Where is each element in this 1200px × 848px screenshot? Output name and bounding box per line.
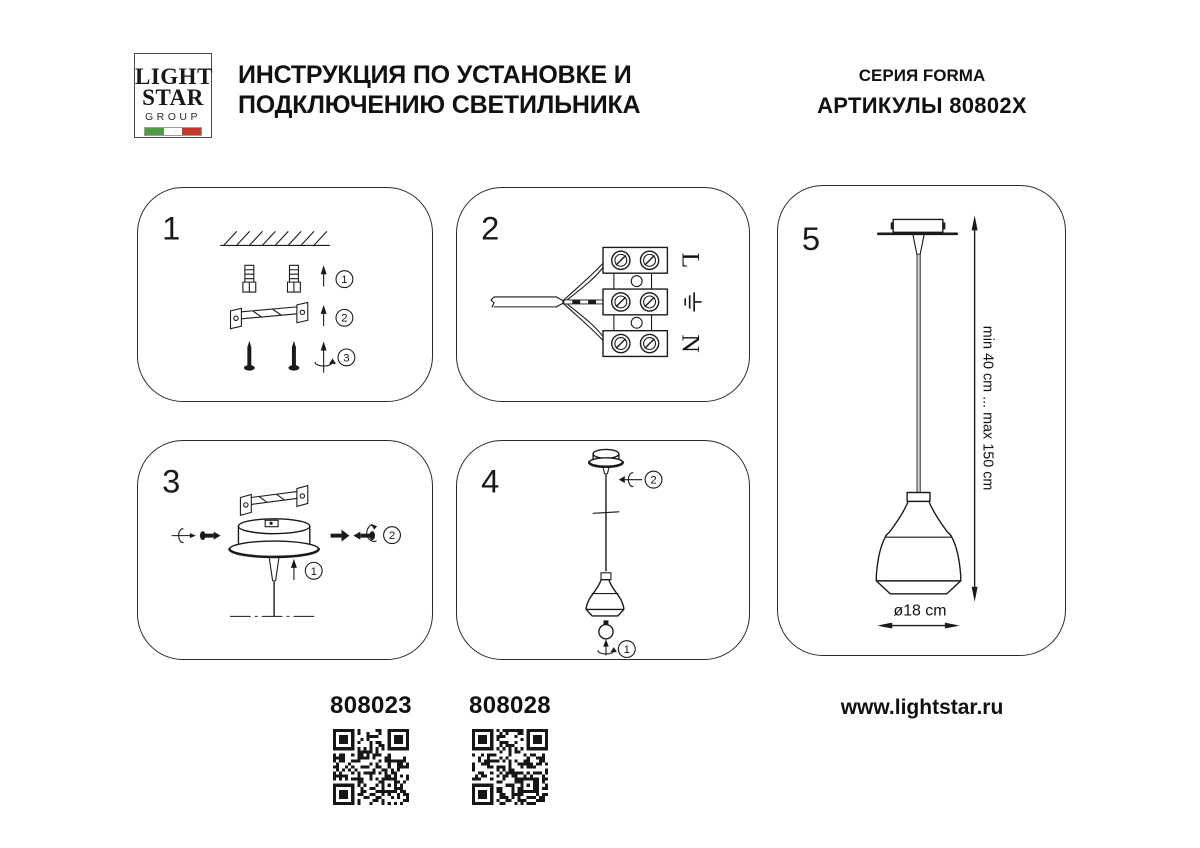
mounting-bracket-icon xyxy=(240,486,307,516)
screw-rotation-icon xyxy=(353,524,377,542)
flag-white xyxy=(164,128,183,135)
pendant-shade-icon xyxy=(876,492,960,593)
series-label: СЕРИЯ FORMA xyxy=(858,66,986,85)
article-block-808023 xyxy=(311,692,431,810)
series-block xyxy=(812,66,1032,119)
title-line-2: ПОДКЛЮЧЕНИЮ СВЕТИЛЬНИКА xyxy=(238,91,641,119)
canopy-icon xyxy=(589,449,623,473)
svg-text:2: 2 xyxy=(388,530,396,543)
screwing-rotation-icon xyxy=(598,639,617,655)
step5-panel xyxy=(777,185,1066,656)
flag-green xyxy=(145,128,164,135)
canopy-icon xyxy=(230,519,319,617)
svg-text:2: 2 xyxy=(341,312,348,325)
page-title xyxy=(238,60,640,120)
callout-2 xyxy=(336,309,353,326)
qr-code-icon xyxy=(333,729,409,805)
svg-text:3: 3 xyxy=(343,352,350,365)
flag-red xyxy=(182,128,201,135)
step4-panel xyxy=(456,440,750,660)
step1-number: 1 xyxy=(162,209,181,247)
screw-icon xyxy=(244,341,299,371)
step3-diagram xyxy=(138,441,432,659)
logo-word-group: GROUP xyxy=(144,111,201,123)
step3-number: 3 xyxy=(162,462,181,500)
suspension-rod-icon xyxy=(917,254,920,492)
screwing-rotation-icon xyxy=(172,529,196,543)
step2-diagram xyxy=(457,188,749,401)
step3-panel xyxy=(137,440,433,660)
logo-word-star: STAR xyxy=(142,85,204,110)
diameter-label: ø18 cm xyxy=(893,602,947,620)
suspension-rod-icon xyxy=(593,474,619,571)
ceiling-hatch-icon xyxy=(221,232,330,246)
arrow-up-icon xyxy=(291,559,297,580)
arrow-up-icon xyxy=(321,305,327,326)
earth-ground-icon xyxy=(685,293,701,311)
italian-flag-icon xyxy=(144,127,202,136)
callout-1 xyxy=(618,641,635,658)
callout-1 xyxy=(305,562,322,579)
step2-number: 2 xyxy=(481,209,500,247)
step5-number: 5 xyxy=(801,220,821,258)
arrow-up-icon xyxy=(321,265,327,286)
svg-text:1: 1 xyxy=(341,274,348,287)
step4-number: 4 xyxy=(481,462,500,500)
terminal-block-icon xyxy=(603,247,667,356)
step1-panel xyxy=(137,187,433,402)
mounting-bracket-icon xyxy=(231,302,308,328)
svg-text:2: 2 xyxy=(650,474,657,487)
articles-label: АРТИКУЛЫ 80802X xyxy=(817,93,1027,118)
callout-1 xyxy=(336,271,353,288)
height-range-label: min 40 cm ... max 150 cm xyxy=(979,325,996,491)
supply-cable-icon xyxy=(491,262,604,341)
callout-2 xyxy=(384,527,401,544)
light-bulb-icon xyxy=(599,620,613,639)
height-dimension-arrow xyxy=(972,215,978,601)
screw-icon xyxy=(200,531,221,540)
screw-rotation-icon xyxy=(619,473,642,487)
screwing-rotation-icon xyxy=(315,342,336,373)
wall-anchor-icon xyxy=(243,265,300,292)
callout-2 xyxy=(645,471,662,488)
title-line-1: ИНСТРУКЦИЯ ПО УСТАНОВКЕ И xyxy=(238,61,632,89)
callout-3 xyxy=(338,349,355,366)
step4-diagram xyxy=(457,441,749,659)
qr-code-icon xyxy=(472,729,548,805)
svg-text:1: 1 xyxy=(310,565,317,578)
article-number: 808028 xyxy=(469,692,551,719)
lightstar-logo xyxy=(134,53,212,138)
step5-diagram xyxy=(778,186,1065,655)
article-number: 808023 xyxy=(330,692,412,719)
terminal-label-neutral: N xyxy=(676,334,706,353)
lamp-shade-icon xyxy=(586,573,624,616)
diameter-dimension-arrow xyxy=(877,623,959,629)
svg-text:1: 1 xyxy=(623,644,630,657)
arrow-right-icon xyxy=(331,530,350,542)
website-url: www.lightstar.ru xyxy=(840,696,1004,719)
step2-panel xyxy=(456,187,750,402)
logo-word-light: LIGHT xyxy=(135,64,213,89)
ceiling-plate-icon xyxy=(878,219,956,254)
step1-diagram xyxy=(138,188,432,401)
terminal-label-live: L xyxy=(676,252,706,269)
article-block-808028 xyxy=(450,692,570,810)
